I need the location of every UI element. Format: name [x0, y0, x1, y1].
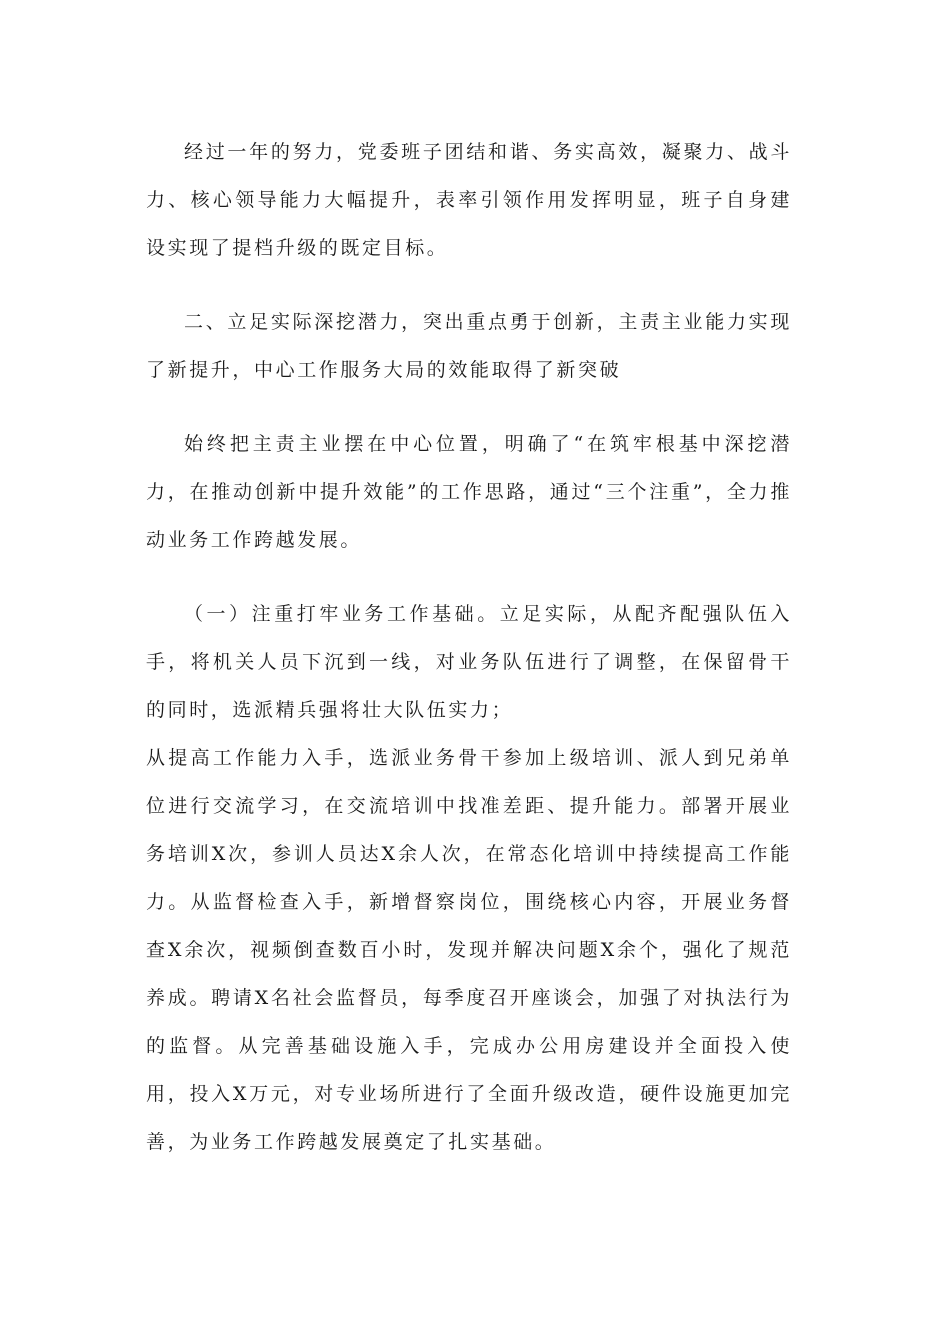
paragraph-summary: 经过一年的努力，党委班子团结和谐、务实高效，凝聚力、战斗力、核心领导能力大幅提升，表率引领作用发挥明显，班子自身建设实现了提档升级的既定目标。 [146, 141, 792, 259]
subsection-heading-one: （一）注重打牢业务工作基础。立足实际，从配齐配强队伍入手，将机关人员下沉到一线，对业务队伍进行了调整，在保留骨干的同时，选派精兵强将壮大队伍实力； [146, 603, 792, 721]
paragraph-main-responsibility: 始终把主责主业摆在中心位置，明确了“在筑牢根基中深挖潜力，在推动创新中提升效能”的工作思路，通过“三个注重”，全力推动业务工作跨越发展。 [146, 433, 792, 551]
paragraph-capability: 从提高工作能力入手，选派业务骨干参加上级培训、派人到兄弟单位进行交流学习，在交流培训中找准差距、提升能力。部署开展业务培训X次，参训人员达X余人次，在常态化培训中持续提高工作能力。从监督检查入手，新增督察岗位，围绕核心内容，开展业务督查X余次，视频倒查数百小时，发现并解决问题X余个，强化了规范养成。聘请X名社会监督员，每季度召开座谈会，加强了对执法行为的监督。从完善基础设施入手，完成办公用房建设并全面投入使用，投入X万元，对专业场所进行了全面升级改造，硬件设施更加完善，为业务工作跨越发展奠定了扎实基础。 [146, 747, 792, 1153]
section-heading-two: 二、立足实际深挖潜力，突出重点勇于创新，主责主业能力实现了新提升，中心工作服务大局的效能取得了新突破 [146, 311, 792, 381]
document-body [146, 128, 792, 1166]
